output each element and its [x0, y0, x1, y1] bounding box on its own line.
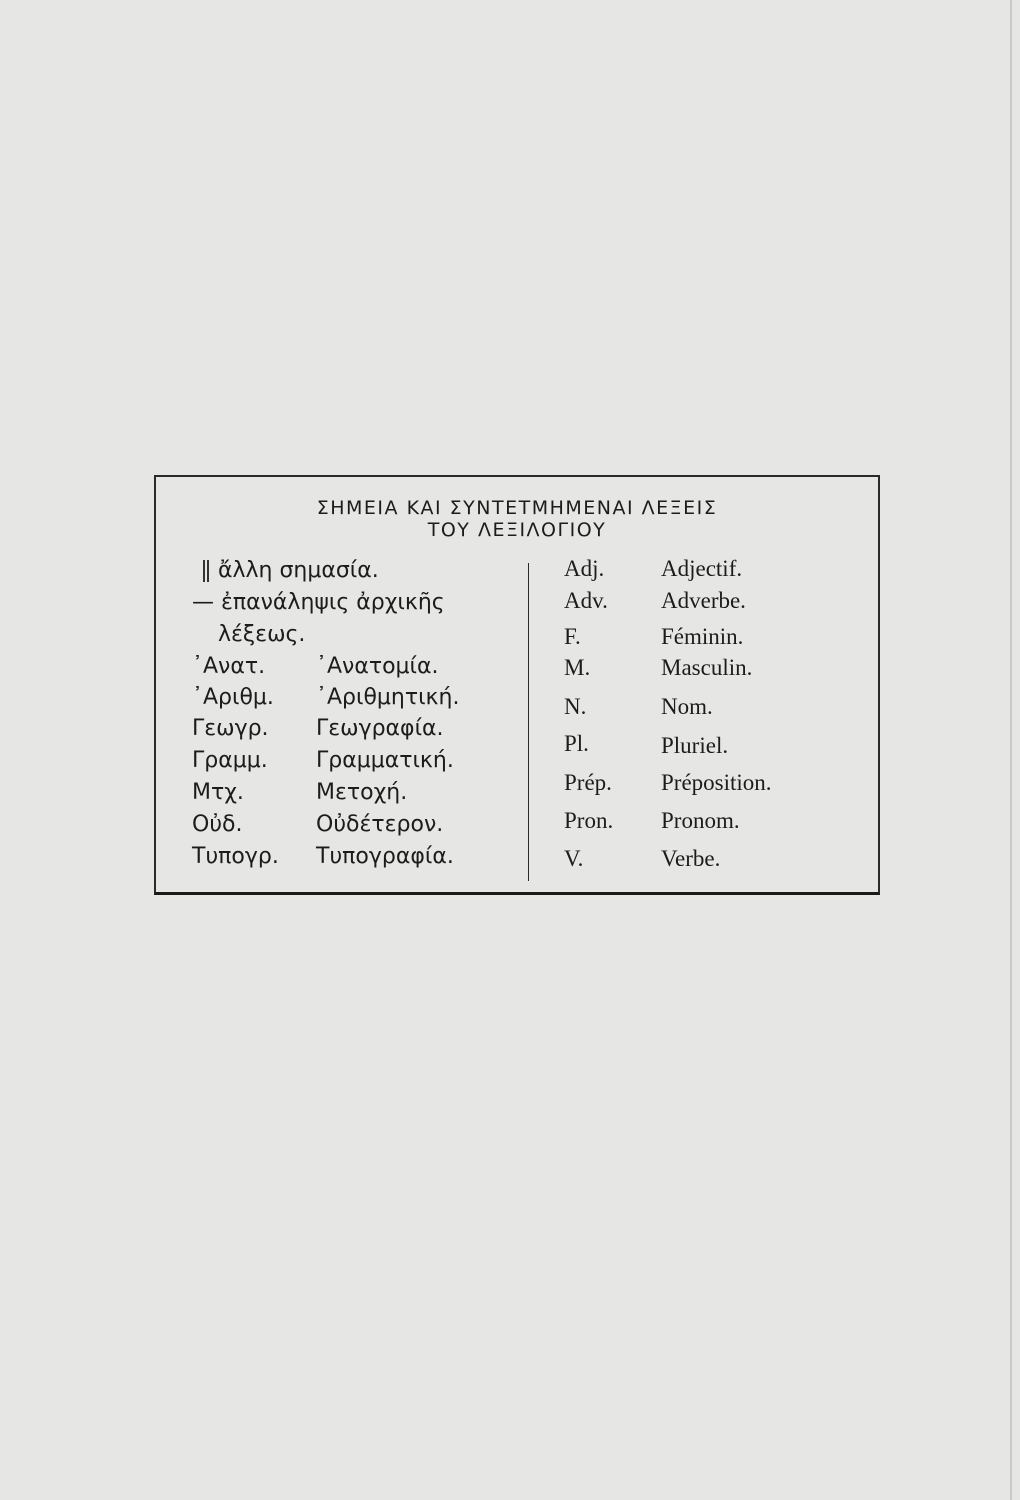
greek-full: Γεωγραφία.	[316, 716, 444, 741]
french-full: Pluriel.	[661, 733, 729, 758]
column-divider	[528, 563, 529, 881]
french-abbr: Pron.	[564, 808, 614, 833]
greek-abbr: Οὐδ.	[192, 812, 243, 837]
greek-abbr: Γεωγρ.	[192, 716, 269, 741]
french-full: Masculin.	[661, 655, 753, 680]
greek-abbr: Μτχ.	[192, 780, 244, 805]
french-full: Verbe.	[661, 846, 721, 871]
french-abbr: M.	[564, 655, 591, 680]
french-abbr: Adj.	[564, 556, 605, 581]
dash-meaning-line1: — ἐπανάληψις ἀρχικῆς	[192, 590, 445, 615]
french-full: Adverbe.	[661, 588, 746, 613]
french-full: Préposition.	[661, 770, 772, 795]
bar-meaning: ἄλλη σημασία.	[218, 558, 379, 583]
greek-full: ᾿Αριθμητική.	[316, 685, 460, 710]
french-full: Pronom.	[661, 808, 740, 833]
legend-title-line1: ΣΗΜΕΙΑ ΚΑΙ ΣΥΝΤΕΤΜΗΜΕΝΑΙ ΛΕΞΕΙΣ	[316, 497, 718, 519]
french-abbr: Adv.	[564, 588, 608, 613]
dash-meaning-line2: λέξεως.	[218, 622, 306, 647]
greek-full: Οὐδέτερον.	[316, 812, 444, 837]
greek-abbr: ᾿Αριθμ.	[192, 685, 274, 710]
french-abbr: F.	[564, 624, 581, 649]
french-full: Féminin.	[661, 624, 744, 649]
greek-full: ᾿Ανατομία.	[316, 654, 439, 679]
abbreviations-legend	[154, 475, 880, 895]
page-edge	[1010, 0, 1012, 1500]
greek-full: Μετοχή.	[316, 780, 408, 805]
greek-abbr: ᾿Ανατ.	[192, 654, 266, 679]
french-abbr: Pl.	[564, 731, 589, 756]
greek-full: Γραμματική.	[316, 748, 454, 773]
greek-full: Τυπογραφία.	[316, 844, 454, 869]
french-abbr: Prép.	[564, 770, 612, 795]
french-abbr: N.	[564, 694, 587, 719]
french-abbr: V.	[564, 846, 584, 871]
greek-abbr: Γραμμ.	[192, 748, 268, 773]
greek-abbr: Τυπογρ.	[192, 844, 279, 869]
french-full: Adjectif.	[661, 556, 743, 581]
legend-title-line2: ΤΟΥ ΛΕΞΙΛΟΓΙΟΥ	[427, 519, 607, 541]
double-bar-symbol-icon	[203, 560, 209, 582]
french-full: Nom.	[661, 694, 713, 719]
